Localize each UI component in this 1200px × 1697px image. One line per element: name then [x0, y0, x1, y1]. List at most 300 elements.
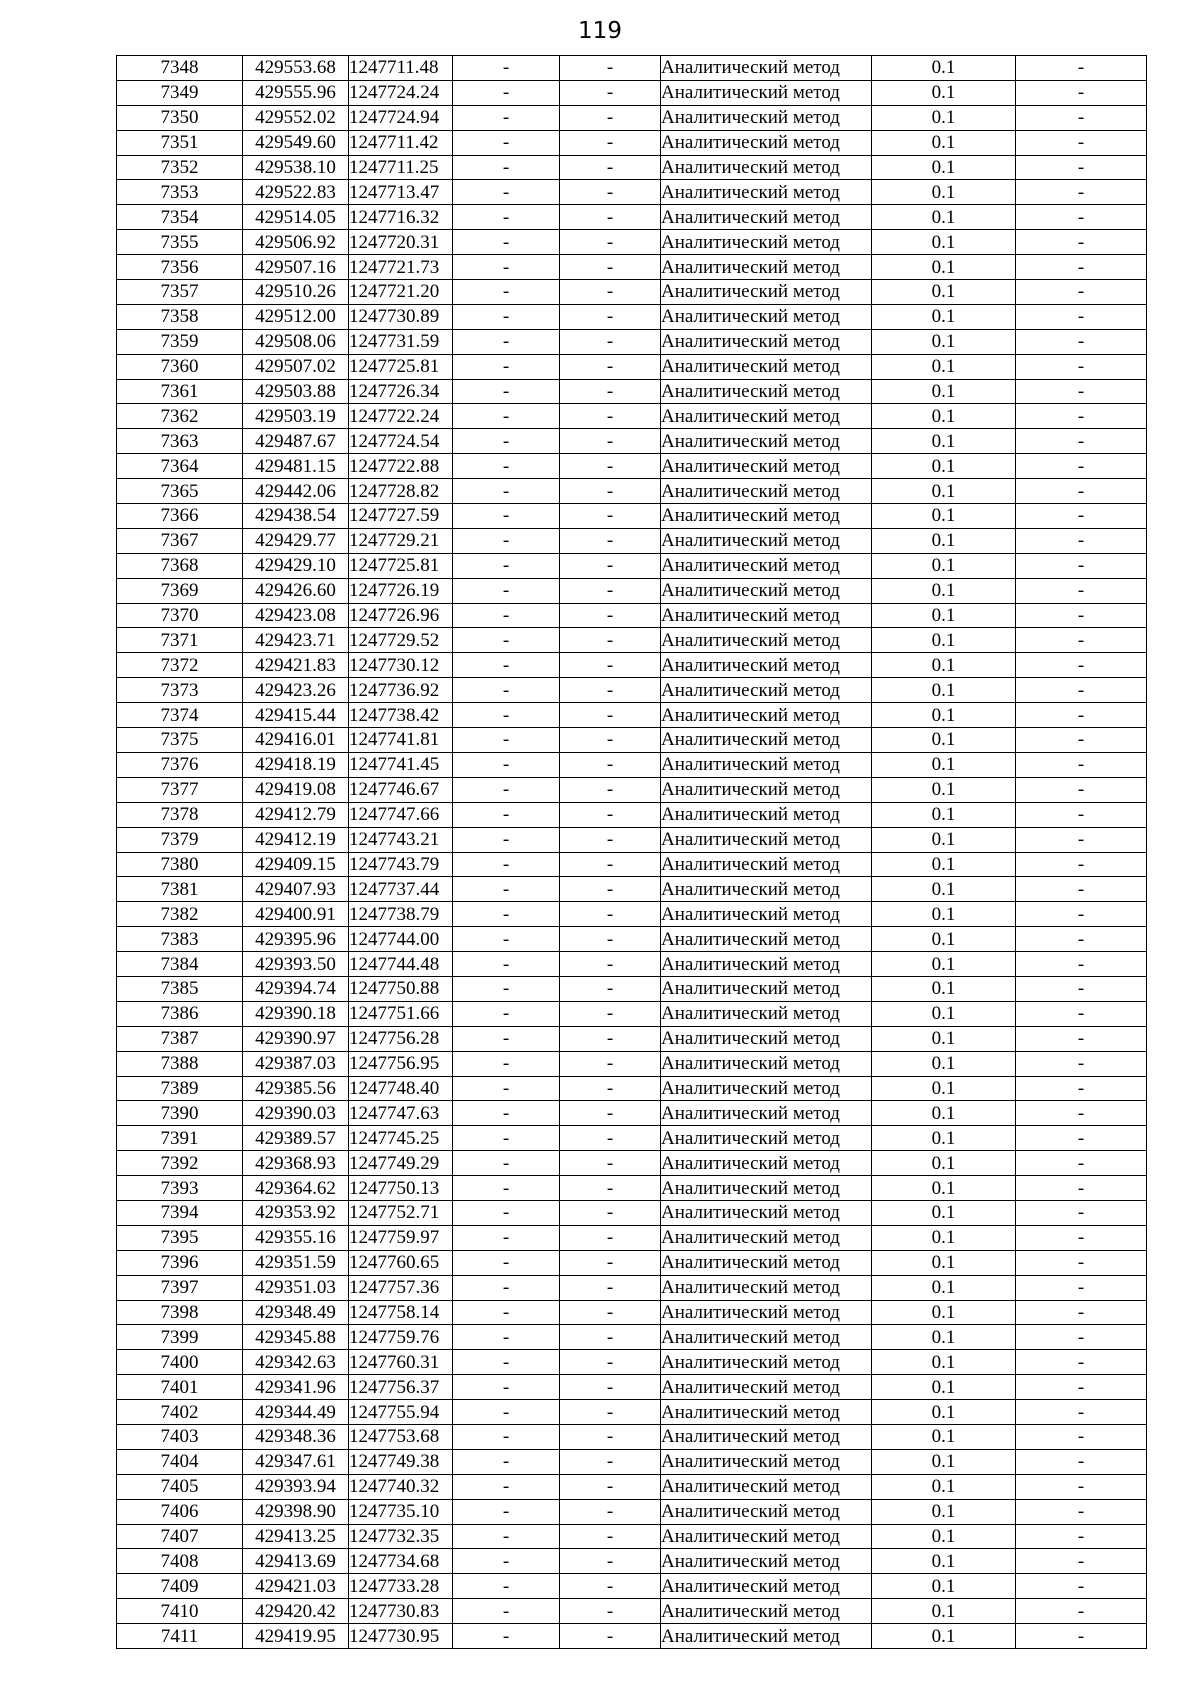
dash-cell: -: [453, 1200, 560, 1225]
point-number-cell: 7386: [117, 1001, 243, 1026]
method-cell: Аналитический метод: [661, 653, 872, 678]
accuracy-cell: 0.1: [872, 454, 1016, 479]
dash-cell: -: [453, 628, 560, 653]
table-row: [117, 1474, 1147, 1499]
method-cell: Аналитический метод: [661, 877, 872, 902]
x-coordinate-cell: 429412.19: [243, 827, 349, 852]
table-row: [117, 1400, 1147, 1425]
method-cell: Аналитический метод: [661, 1424, 872, 1449]
accuracy-cell: 0.1: [872, 678, 1016, 703]
method-cell: Аналитический метод: [661, 902, 872, 927]
point-number-cell: 7378: [117, 802, 243, 827]
x-coordinate-cell: 429549.60: [243, 130, 349, 155]
dash-cell: -: [560, 205, 661, 230]
x-coordinate-cell: 429418.19: [243, 752, 349, 777]
method-cell: Аналитический метод: [661, 952, 872, 977]
dash-cell: -: [560, 1026, 661, 1051]
dash-cell: -: [1016, 1076, 1147, 1101]
accuracy-cell: 0.1: [872, 1325, 1016, 1350]
dash-cell: -: [1016, 1499, 1147, 1524]
point-number-cell: 7365: [117, 479, 243, 504]
point-number-cell: 7355: [117, 230, 243, 255]
dash-cell: -: [453, 329, 560, 354]
method-cell: Аналитический метод: [661, 1350, 872, 1375]
method-cell: Аналитический метод: [661, 628, 872, 653]
dash-cell: -: [560, 1400, 661, 1425]
x-coordinate-cell: 429351.59: [243, 1250, 349, 1275]
point-number-cell: 7407: [117, 1524, 243, 1549]
dash-cell: -: [453, 404, 560, 429]
x-coordinate-cell: 429442.06: [243, 479, 349, 504]
dash-cell: -: [1016, 1350, 1147, 1375]
method-cell: Аналитический метод: [661, 1400, 872, 1425]
accuracy-cell: 0.1: [872, 1574, 1016, 1599]
y-coordinate-cell: 1247726.96: [349, 603, 453, 628]
point-number-cell: 7379: [117, 827, 243, 852]
point-number-cell: 7393: [117, 1176, 243, 1201]
dash-cell: -: [453, 354, 560, 379]
method-cell: Аналитический метод: [661, 1151, 872, 1176]
accuracy-cell: 0.1: [872, 777, 1016, 802]
y-coordinate-cell: 1247711.25: [349, 155, 453, 180]
method-cell: Аналитический метод: [661, 1076, 872, 1101]
x-coordinate-cell: 429393.50: [243, 952, 349, 977]
dash-cell: -: [1016, 205, 1147, 230]
x-coordinate-cell: 429387.03: [243, 1051, 349, 1076]
dash-cell: -: [453, 1599, 560, 1624]
dash-cell: -: [453, 902, 560, 927]
x-coordinate-cell: 429538.10: [243, 155, 349, 180]
accuracy-cell: 0.1: [872, 379, 1016, 404]
x-coordinate-cell: 429348.36: [243, 1424, 349, 1449]
method-cell: Аналитический метод: [661, 504, 872, 529]
point-number-cell: 7374: [117, 703, 243, 728]
table-row: [117, 379, 1147, 404]
dash-cell: -: [1016, 329, 1147, 354]
dash-cell: -: [1016, 105, 1147, 130]
y-coordinate-cell: 1247738.79: [349, 902, 453, 927]
x-coordinate-cell: 429415.44: [243, 703, 349, 728]
y-coordinate-cell: 1247727.59: [349, 504, 453, 529]
table-row: [117, 504, 1147, 529]
dash-cell: -: [453, 1350, 560, 1375]
y-coordinate-cell: 1247756.37: [349, 1375, 453, 1400]
y-coordinate-cell: 1247751.66: [349, 1001, 453, 1026]
dash-cell: -: [560, 1126, 661, 1151]
dash-cell: -: [453, 130, 560, 155]
table-row: [117, 479, 1147, 504]
point-number-cell: 7391: [117, 1126, 243, 1151]
dash-cell: -: [1016, 952, 1147, 977]
x-coordinate-cell: 429487.67: [243, 429, 349, 454]
dash-cell: -: [560, 504, 661, 529]
accuracy-cell: 0.1: [872, 1200, 1016, 1225]
table-row: [117, 703, 1147, 728]
dash-cell: -: [453, 56, 560, 81]
y-coordinate-cell: 1247740.32: [349, 1474, 453, 1499]
dash-cell: -: [560, 230, 661, 255]
table-row: [117, 105, 1147, 130]
point-number-cell: 7380: [117, 852, 243, 877]
y-coordinate-cell: 1247724.54: [349, 429, 453, 454]
dash-cell: -: [453, 1225, 560, 1250]
point-number-cell: 7398: [117, 1300, 243, 1325]
table-row: [117, 255, 1147, 280]
dash-cell: -: [560, 1375, 661, 1400]
point-number-cell: 7354: [117, 205, 243, 230]
dash-cell: -: [560, 603, 661, 628]
dash-cell: -: [1016, 1176, 1147, 1201]
point-number-cell: 7352: [117, 155, 243, 180]
method-cell: Аналитический метод: [661, 703, 872, 728]
dash-cell: -: [560, 902, 661, 927]
dash-cell: -: [560, 1101, 661, 1126]
dash-cell: -: [453, 230, 560, 255]
accuracy-cell: 0.1: [872, 628, 1016, 653]
method-cell: Аналитический метод: [661, 1225, 872, 1250]
x-coordinate-cell: 429412.79: [243, 802, 349, 827]
table-row: [117, 1101, 1147, 1126]
y-coordinate-cell: 1247759.97: [349, 1225, 453, 1250]
dash-cell: -: [560, 752, 661, 777]
table-row: [117, 1624, 1147, 1649]
point-number-cell: 7410: [117, 1599, 243, 1624]
dash-cell: -: [560, 255, 661, 280]
point-number-cell: 7402: [117, 1400, 243, 1425]
dash-cell: -: [1016, 379, 1147, 404]
dash-cell: -: [453, 952, 560, 977]
method-cell: Аналитический метод: [661, 728, 872, 753]
x-coordinate-cell: 429413.25: [243, 1524, 349, 1549]
y-coordinate-cell: 1247749.38: [349, 1449, 453, 1474]
point-number-cell: 7373: [117, 678, 243, 703]
dash-cell: -: [453, 1051, 560, 1076]
x-coordinate-cell: 429423.26: [243, 678, 349, 703]
method-cell: Аналитический метод: [661, 1250, 872, 1275]
y-coordinate-cell: 1247744.00: [349, 927, 453, 952]
y-coordinate-cell: 1247726.34: [349, 379, 453, 404]
dash-cell: -: [560, 354, 661, 379]
y-coordinate-cell: 1247748.40: [349, 1076, 453, 1101]
dash-cell: -: [453, 1126, 560, 1151]
dash-cell: -: [1016, 1424, 1147, 1449]
method-cell: Аналитический метод: [661, 1474, 872, 1499]
y-coordinate-cell: 1247724.94: [349, 105, 453, 130]
method-cell: Аналитический метод: [661, 976, 872, 1001]
table-row: [117, 230, 1147, 255]
dash-cell: -: [1016, 354, 1147, 379]
dash-cell: -: [453, 927, 560, 952]
table-row: [117, 180, 1147, 205]
y-coordinate-cell: 1247725.81: [349, 553, 453, 578]
x-coordinate-cell: 429390.03: [243, 1101, 349, 1126]
accuracy-cell: 0.1: [872, 703, 1016, 728]
dash-cell: -: [453, 105, 560, 130]
y-coordinate-cell: 1247753.68: [349, 1424, 453, 1449]
method-cell: Аналитический метод: [661, 1101, 872, 1126]
dash-cell: -: [453, 777, 560, 802]
table-row: [117, 553, 1147, 578]
table-row: [117, 1275, 1147, 1300]
table-row: [117, 130, 1147, 155]
x-coordinate-cell: 429438.54: [243, 504, 349, 529]
table-row: [117, 155, 1147, 180]
accuracy-cell: 0.1: [872, 902, 1016, 927]
y-coordinate-cell: 1247737.44: [349, 877, 453, 902]
point-number-cell: 7357: [117, 280, 243, 305]
y-coordinate-cell: 1247735.10: [349, 1499, 453, 1524]
dash-cell: -: [560, 1275, 661, 1300]
y-coordinate-cell: 1247752.71: [349, 1200, 453, 1225]
x-coordinate-cell: 429421.03: [243, 1574, 349, 1599]
table-row: [117, 354, 1147, 379]
x-coordinate-cell: 429419.95: [243, 1624, 349, 1649]
dash-cell: -: [453, 852, 560, 877]
table-row: [117, 1051, 1147, 1076]
point-number-cell: 7350: [117, 105, 243, 130]
accuracy-cell: 0.1: [872, 255, 1016, 280]
x-coordinate-cell: 429344.49: [243, 1400, 349, 1425]
table-row: [117, 1449, 1147, 1474]
accuracy-cell: 0.1: [872, 1275, 1016, 1300]
dash-cell: -: [1016, 1449, 1147, 1474]
dash-cell: -: [560, 1001, 661, 1026]
dash-cell: -: [560, 1151, 661, 1176]
table-row: [117, 1549, 1147, 1574]
y-coordinate-cell: 1247760.31: [349, 1350, 453, 1375]
dash-cell: -: [560, 1624, 661, 1649]
method-cell: Аналитический метод: [661, 280, 872, 305]
table-row: [117, 1375, 1147, 1400]
accuracy-cell: 0.1: [872, 1449, 1016, 1474]
table-row: [117, 304, 1147, 329]
accuracy-cell: 0.1: [872, 1225, 1016, 1250]
x-coordinate-cell: 429553.68: [243, 56, 349, 81]
accuracy-cell: 0.1: [872, 205, 1016, 230]
accuracy-cell: 0.1: [872, 404, 1016, 429]
point-number-cell: 7394: [117, 1200, 243, 1225]
dash-cell: -: [453, 1474, 560, 1499]
dash-cell: -: [560, 1449, 661, 1474]
table-row: [117, 728, 1147, 753]
method-cell: Аналитический метод: [661, 578, 872, 603]
dash-cell: -: [560, 678, 661, 703]
accuracy-cell: 0.1: [872, 1400, 1016, 1425]
dash-cell: -: [1016, 1101, 1147, 1126]
accuracy-cell: 0.1: [872, 1300, 1016, 1325]
dash-cell: -: [453, 304, 560, 329]
method-cell: Аналитический метод: [661, 1325, 872, 1350]
accuracy-cell: 0.1: [872, 304, 1016, 329]
dash-cell: -: [1016, 1624, 1147, 1649]
dash-cell: -: [1016, 1200, 1147, 1225]
y-coordinate-cell: 1247713.47: [349, 180, 453, 205]
x-coordinate-cell: 429398.90: [243, 1499, 349, 1524]
point-number-cell: 7348: [117, 56, 243, 81]
method-cell: Аналитический метод: [661, 1574, 872, 1599]
dash-cell: -: [560, 927, 661, 952]
table-row: [117, 1200, 1147, 1225]
dash-cell: -: [453, 255, 560, 280]
x-coordinate-cell: 429389.57: [243, 1126, 349, 1151]
dash-cell: -: [453, 827, 560, 852]
dash-cell: -: [560, 105, 661, 130]
dash-cell: -: [453, 280, 560, 305]
method-cell: Аналитический метод: [661, 180, 872, 205]
x-coordinate-cell: 429364.62: [243, 1176, 349, 1201]
table-row: [117, 56, 1147, 81]
y-coordinate-cell: 1247738.42: [349, 703, 453, 728]
dash-cell: -: [1016, 155, 1147, 180]
x-coordinate-cell: 429416.01: [243, 728, 349, 753]
table-row: [117, 280, 1147, 305]
dash-cell: -: [560, 728, 661, 753]
x-coordinate-cell: 429507.02: [243, 354, 349, 379]
dash-cell: -: [1016, 1524, 1147, 1549]
point-number-cell: 7404: [117, 1449, 243, 1474]
y-coordinate-cell: 1247730.95: [349, 1624, 453, 1649]
dash-cell: -: [453, 528, 560, 553]
dash-cell: -: [560, 56, 661, 81]
point-number-cell: 7395: [117, 1225, 243, 1250]
dash-cell: -: [560, 379, 661, 404]
table-row: [117, 1325, 1147, 1350]
point-number-cell: 7363: [117, 429, 243, 454]
accuracy-cell: 0.1: [872, 1126, 1016, 1151]
method-cell: Аналитический метод: [661, 1126, 872, 1151]
y-coordinate-cell: 1247747.66: [349, 802, 453, 827]
point-number-cell: 7411: [117, 1624, 243, 1649]
y-coordinate-cell: 1247746.67: [349, 777, 453, 802]
y-coordinate-cell: 1247734.68: [349, 1549, 453, 1574]
dash-cell: -: [453, 1001, 560, 1026]
accuracy-cell: 0.1: [872, 1599, 1016, 1624]
dash-cell: -: [453, 1076, 560, 1101]
dash-cell: -: [1016, 1026, 1147, 1051]
y-coordinate-cell: 1247745.25: [349, 1126, 453, 1151]
dash-cell: -: [453, 1449, 560, 1474]
point-number-cell: 7388: [117, 1051, 243, 1076]
dash-cell: -: [560, 976, 661, 1001]
y-coordinate-cell: 1247736.92: [349, 678, 453, 703]
y-coordinate-cell: 1247722.88: [349, 454, 453, 479]
x-coordinate-cell: 429385.56: [243, 1076, 349, 1101]
dash-cell: -: [560, 1424, 661, 1449]
accuracy-cell: 0.1: [872, 1549, 1016, 1574]
dash-cell: -: [1016, 1126, 1147, 1151]
y-coordinate-cell: 1247756.95: [349, 1051, 453, 1076]
dash-cell: -: [1016, 528, 1147, 553]
page-number: 119: [578, 18, 622, 44]
dash-cell: -: [453, 205, 560, 230]
method-cell: Аналитический метод: [661, 528, 872, 553]
x-coordinate-cell: 429395.96: [243, 927, 349, 952]
dash-cell: -: [1016, 1400, 1147, 1425]
dash-cell: -: [453, 1375, 560, 1400]
method-cell: Аналитический метод: [661, 1624, 872, 1649]
table-row: [117, 1076, 1147, 1101]
accuracy-cell: 0.1: [872, 1176, 1016, 1201]
table-row: [117, 902, 1147, 927]
method-cell: Аналитический метод: [661, 80, 872, 105]
point-number-cell: 7376: [117, 752, 243, 777]
method-cell: Аналитический метод: [661, 852, 872, 877]
accuracy-cell: 0.1: [872, 603, 1016, 628]
y-coordinate-cell: 1247743.21: [349, 827, 453, 852]
method-cell: Аналитический метод: [661, 553, 872, 578]
y-coordinate-cell: 1247749.29: [349, 1151, 453, 1176]
accuracy-cell: 0.1: [872, 1375, 1016, 1400]
coordinates-table: [116, 55, 1147, 1649]
y-coordinate-cell: 1247720.31: [349, 230, 453, 255]
table-row: [117, 1026, 1147, 1051]
x-coordinate-cell: 429423.71: [243, 628, 349, 653]
dash-cell: -: [1016, 404, 1147, 429]
dash-cell: -: [560, 280, 661, 305]
x-coordinate-cell: 429348.49: [243, 1300, 349, 1325]
dash-cell: -: [560, 429, 661, 454]
accuracy-cell: 0.1: [872, 80, 1016, 105]
dash-cell: -: [1016, 479, 1147, 504]
accuracy-cell: 0.1: [872, 1151, 1016, 1176]
point-number-cell: 7349: [117, 80, 243, 105]
table-row: [117, 205, 1147, 230]
method-cell: Аналитический метод: [661, 255, 872, 280]
dash-cell: -: [1016, 130, 1147, 155]
dash-cell: -: [453, 504, 560, 529]
accuracy-cell: 0.1: [872, 553, 1016, 578]
dash-cell: -: [560, 404, 661, 429]
accuracy-cell: 0.1: [872, 1076, 1016, 1101]
table-row: [117, 404, 1147, 429]
x-coordinate-cell: 429341.96: [243, 1375, 349, 1400]
dash-cell: -: [1016, 578, 1147, 603]
method-cell: Аналитический метод: [661, 777, 872, 802]
point-number-cell: 7400: [117, 1350, 243, 1375]
table-row: [117, 1300, 1147, 1325]
method-cell: Аналитический метод: [661, 56, 872, 81]
dash-cell: -: [453, 379, 560, 404]
dash-cell: -: [453, 479, 560, 504]
y-coordinate-cell: 1247721.73: [349, 255, 453, 280]
dash-cell: -: [560, 653, 661, 678]
dash-cell: -: [560, 479, 661, 504]
accuracy-cell: 0.1: [872, 976, 1016, 1001]
table-row: [117, 877, 1147, 902]
x-coordinate-cell: 429510.26: [243, 280, 349, 305]
table-row: [117, 1599, 1147, 1624]
x-coordinate-cell: 429503.88: [243, 379, 349, 404]
dash-cell: -: [560, 1599, 661, 1624]
dash-cell: -: [560, 1051, 661, 1076]
dash-cell: -: [1016, 703, 1147, 728]
method-cell: Аналитический метод: [661, 379, 872, 404]
dash-cell: -: [560, 1549, 661, 1574]
point-number-cell: 7367: [117, 528, 243, 553]
dash-cell: -: [453, 1400, 560, 1425]
table-row: [117, 653, 1147, 678]
x-coordinate-cell: 429393.94: [243, 1474, 349, 1499]
dash-cell: -: [560, 304, 661, 329]
method-cell: Аналитический метод: [661, 827, 872, 852]
table-row: [117, 1250, 1147, 1275]
accuracy-cell: 0.1: [872, 130, 1016, 155]
method-cell: Аналитический метод: [661, 1449, 872, 1474]
dash-cell: -: [453, 578, 560, 603]
accuracy-cell: 0.1: [872, 1424, 1016, 1449]
table-row: [117, 1499, 1147, 1524]
dash-cell: -: [453, 1499, 560, 1524]
